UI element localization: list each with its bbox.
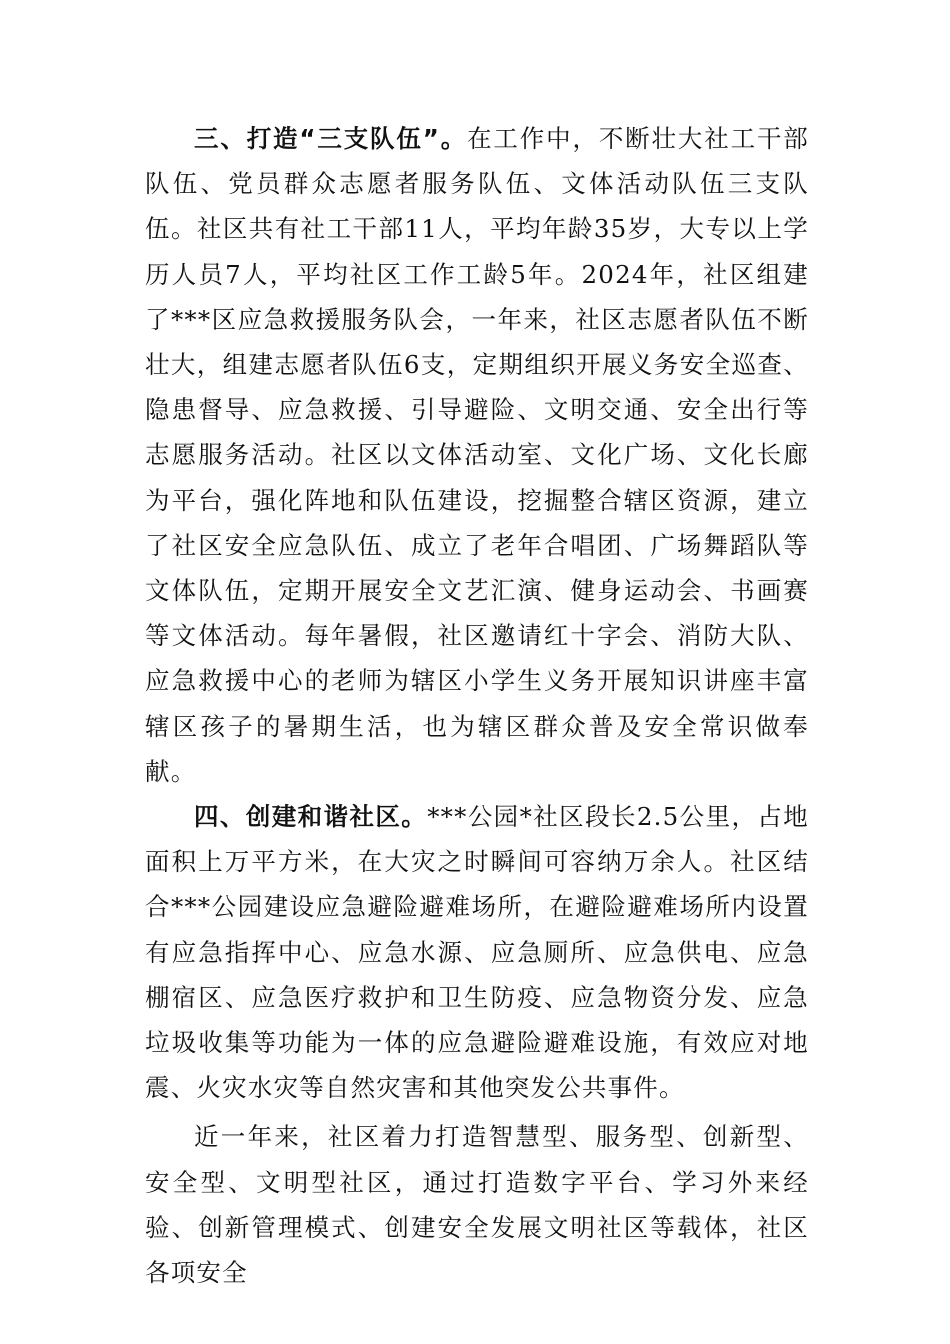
paragraph-text: 在工作中，不断壮大社工干部队伍、党员群众志愿者服务队伍、文体活动队伍三支队伍。社区共有社工干部11人，平均年龄35岁，大专以上学历人员7人，平均社区工作工龄5年。2024年，社区组建了***区应急救援服务队会，一年来，社区志愿者队伍不断壮大，组建志愿者队伍6支，定期组织开展义务安全巡查、隐患督导、应急救援、引导避险、文明交通、安全出行等志愿服务活动。社区以文体活动室、文化广场、文化长廊为平台，强化阵地和队伍建设，挖掘整合辖区资源，建立了社区安全应急队伍、成立了老年合唱团、广场舞蹈队等文体队伍，定期开展安全文艺汇演、健身运动会、书画赛等文体活动。每年暑假，社区邀请红十字会、消防大队、应急救援中心的老师为辖区小学生义务开展知识讲座丰富辖区孩子的暑期生活，也为辖区群众普及安全常识做奉献。: [145, 124, 809, 786]
section-heading-harmonious-community: 四、创建和谐社区。: [194, 802, 428, 832]
paragraph-three-teams: [145, 116, 809, 794]
paragraph-past-year: [145, 1114, 809, 1295]
section-heading-three-teams: 三、打造“三支队伍”。: [194, 124, 468, 153]
paragraph-harmonious-community: [145, 794, 809, 1110]
paragraph-text: 近一年来，社区着力打造智慧型、服务型、创新型、安全型、文明型社区，通过打造数字平台、学习外来经验、创新管理模式、创建安全发展文明社区等载体，社区各项安全: [145, 1122, 809, 1288]
document-body: [145, 116, 809, 1295]
paragraph-text: ***公园*社区段长2.5公里，占地面积上万平方米，在大灾之时瞬间可容纳万余人。社区结合***公园建设应急避险避难场所，在避险避难场所内设置有应急指挥中心、应急水源、应急厕所、应急供电、应急棚宿区、应急医疗救护和卫生防疫、应急物资分发、应急垃圾收集等功能为一体的应急避险避难设施，有效应对地震、火灾水灾等自然灾害和其他突发公共事件。: [145, 802, 809, 1103]
